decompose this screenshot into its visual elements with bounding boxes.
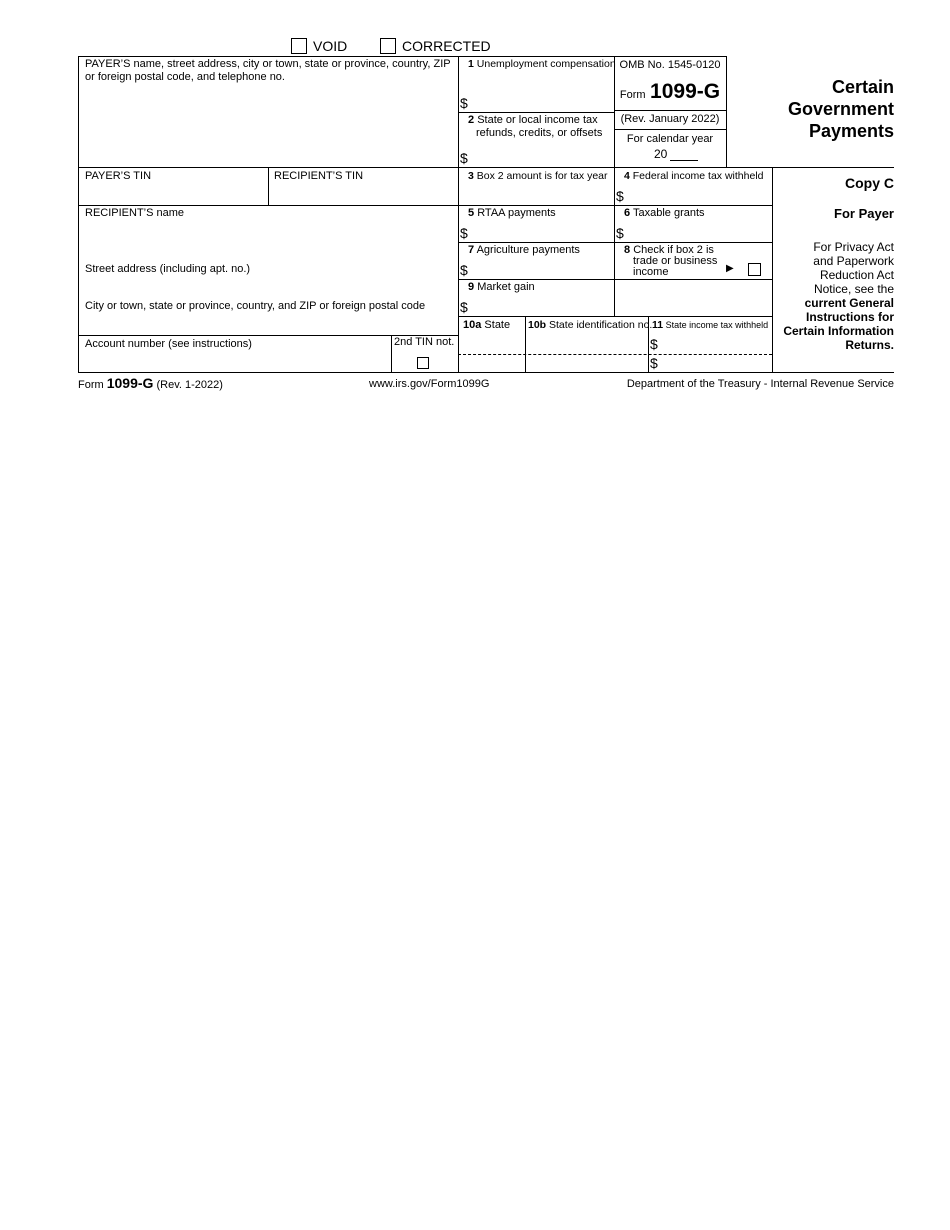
payer-tin-label: PAYER’S TIN	[85, 170, 152, 182]
payer-name-label: PAYER’S name, street address, city or town, state or province, country, ZIP or foreign postal code, and telephone no.	[85, 58, 451, 83]
box10b-text: State identification no.	[549, 319, 653, 331]
box11-text: State income tax withheld	[665, 320, 769, 330]
box8-checkbox[interactable]	[748, 263, 761, 276]
box1-label	[468, 58, 616, 71]
box7-number: 7	[468, 244, 475, 256]
city-label: City or town, state or province, country, and ZIP or foreign postal code	[85, 300, 426, 312]
box5-number: 5	[468, 207, 475, 219]
footer-url[interactable]: www.irs.gov/Form1099G	[369, 378, 490, 390]
box11-dollar-1: $	[650, 336, 658, 352]
form-revision: (Rev. January 2022)	[620, 113, 720, 125]
box8-label-line2: trade or business	[633, 255, 718, 267]
side-title-line3: Payments	[808, 121, 894, 141]
box10a-text: State	[484, 319, 511, 331]
form-title	[614, 80, 726, 104]
footer-form-number: 1099-G	[106, 375, 154, 391]
box11-label	[652, 319, 768, 332]
box3-text: Box 2 amount is for tax year	[476, 170, 608, 182]
corrected-label: CORRECTED	[402, 38, 491, 54]
box9-label	[468, 281, 535, 294]
arrow-icon: ▶	[726, 263, 734, 274]
footer-form-word: Form	[78, 379, 104, 391]
box10a-number: 10a	[463, 319, 482, 331]
state-field-2[interactable]	[459, 355, 524, 371]
state-id-field-2[interactable]	[526, 355, 647, 371]
box2-label-line1	[468, 114, 598, 127]
box2-label-line2: refunds, credits, or offsets	[476, 127, 603, 139]
form-side-title	[740, 76, 894, 142]
state-field-1[interactable]	[459, 336, 524, 353]
street-address-label: Street address (including apt. no.)	[85, 263, 251, 275]
box8-number: 8	[624, 244, 631, 256]
box10b-label	[528, 319, 652, 332]
box4-dollar: $	[616, 188, 624, 204]
second-tin-label: 2nd TIN not.	[394, 336, 455, 348]
void-label: VOID	[313, 38, 348, 54]
box9-dollar: $	[460, 299, 468, 315]
privacy-notice	[772, 240, 894, 352]
grid-line	[614, 129, 726, 130]
box5-label	[468, 207, 556, 220]
notice-line5: current General	[804, 296, 894, 310]
state-tax-field-2[interactable]	[661, 355, 771, 371]
box7-text: Agriculture payments	[476, 244, 580, 256]
footer-department: Department of the Treasury - Internal Revenue Service	[626, 378, 894, 390]
box9-number: 9	[468, 281, 475, 293]
copy-label: Copy C	[845, 175, 894, 191]
box11-dollar-2: $	[650, 355, 658, 371]
grid-line	[726, 56, 727, 167]
box6-label	[624, 207, 705, 220]
notice-line2: and Paperwork	[813, 254, 894, 268]
calendar-year-label: For calendar year	[626, 133, 714, 145]
box7-dollar: $	[460, 262, 468, 278]
box8-label-line3: income	[633, 266, 669, 278]
corrected-checkbox[interactable]	[380, 38, 396, 54]
state-tax-field-1[interactable]	[661, 336, 771, 353]
side-title-line2: Government	[787, 99, 894, 119]
second-tin-checkbox[interactable]	[417, 357, 429, 369]
grid-line	[391, 335, 392, 372]
notice-line3: Reduction Act	[819, 268, 894, 282]
calendar-year-field[interactable]	[670, 160, 698, 161]
box1-dollar: $	[460, 95, 468, 111]
grid-line	[614, 110, 726, 111]
box8-text: Check if box 2 is	[633, 244, 714, 256]
box11-number: 11	[652, 319, 664, 331]
box6-text: Taxable grants	[632, 207, 705, 219]
box3-number: 3	[468, 170, 474, 182]
box5-dollar: $	[460, 225, 468, 241]
box9-text: Market gain	[477, 281, 535, 293]
box4-label	[624, 170, 764, 183]
state-id-field-1[interactable]	[526, 336, 647, 353]
box6-number: 6	[624, 207, 631, 219]
footer-form-rev: (Rev. 1-2022)	[156, 379, 223, 391]
box4-number: 4	[624, 170, 630, 182]
void-checkbox[interactable]	[291, 38, 307, 54]
notice-line4: Notice, see the	[813, 282, 894, 296]
omb-number: OMB No. 1545-0120	[619, 59, 721, 71]
form-number: 1099-G	[650, 80, 721, 103]
grid-line	[458, 316, 772, 317]
form-word: Form	[619, 89, 646, 101]
notice-line8: Returns.	[845, 338, 894, 352]
account-number-label: Account number (see instructions)	[85, 338, 252, 350]
grid-line	[78, 372, 894, 373]
box5-text: RTAA payments	[477, 207, 556, 219]
box4-text: Federal income tax withheld	[632, 170, 764, 182]
recipient-name-label: RECIPIENT’S name	[85, 207, 185, 219]
box1-number: 1	[468, 58, 474, 70]
recipient-tin-label: RECIPIENT’S TIN	[274, 170, 364, 182]
box1-text: Unemployment compensation	[476, 58, 616, 70]
box10a-label	[463, 319, 510, 332]
notice-line1: For Privacy Act	[813, 240, 894, 254]
box3-label	[468, 170, 608, 183]
box2-dollar: $	[460, 150, 468, 166]
box6-dollar: $	[616, 225, 624, 241]
for-payer-label: For Payer	[834, 206, 894, 221]
notice-line6: Instructions for	[805, 310, 894, 324]
box7-label	[468, 244, 580, 257]
calendar-year-prefix: 20	[654, 147, 668, 161]
box2-text: State or local income tax	[477, 114, 598, 126]
footer-form-id	[78, 375, 223, 391]
side-title-line1: Certain	[831, 77, 894, 97]
box2-number: 2	[468, 114, 475, 126]
notice-line7: Certain Information	[783, 324, 894, 338]
box10b-number: 10b	[528, 319, 547, 331]
